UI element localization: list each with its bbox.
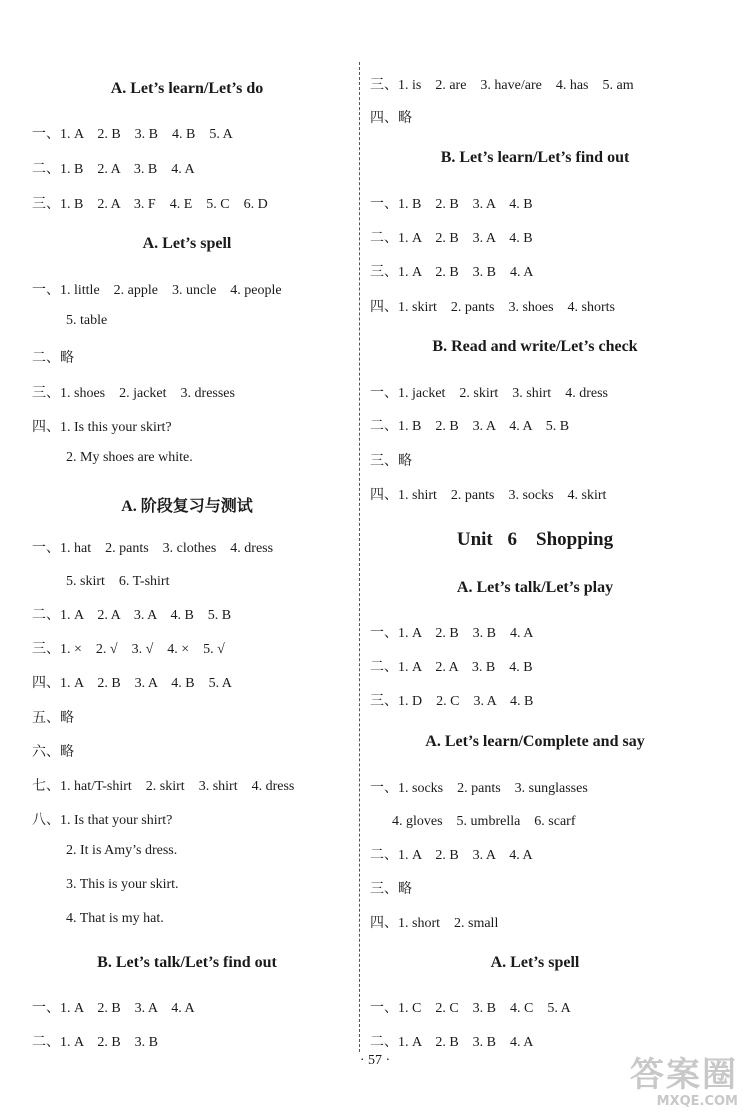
answer-line: 六、略 <box>32 745 74 760</box>
answer-line: 一、1. jacket 2. skirt 3. shirt 4. dress <box>370 386 608 401</box>
answer-line: 一、1. A 2. B 3. A 4. A <box>32 1001 195 1016</box>
answer-line: 四、略 <box>370 111 412 126</box>
answer-line: 三、1. A 2. B 3. B 4. A <box>370 265 534 280</box>
answer-line: 三、1. shoes 2. jacket 3. dresses <box>32 386 235 401</box>
answer-line: 4. gloves 5. umbrella 6. scarf <box>392 814 576 829</box>
watermark-logo <box>602 1047 742 1109</box>
answer-line: 二、1. A 2. B 3. A 4. A <box>370 848 533 863</box>
section-heading: A. Let’s spell <box>490 954 580 971</box>
answer-line: 2. It is Amy’s dress. <box>66 843 178 858</box>
answer-line: 四、1. Is this your skirt? <box>32 420 172 435</box>
answer-line: 一、1. hat 2. pants 3. clothes 4. dress <box>32 541 274 556</box>
section-heading: A. Let’s learn/Complete and say <box>425 733 645 750</box>
answer-line: 二、1. A 2. A 3. B 4. B <box>370 660 533 675</box>
column-divider <box>359 62 360 1052</box>
answer-line: 二、1. A 2. B 3. B <box>32 1035 159 1050</box>
answer-line: 一、1. socks 2. pants 3. sunglasses <box>370 781 588 796</box>
section-heading: A. Let’s learn/Let’s do <box>110 80 264 97</box>
answer-line: 五、略 <box>32 711 74 726</box>
answer-line: 一、1. C 2. C 3. B 4. C 5. A <box>370 1001 571 1016</box>
answer-line: 二、略 <box>32 351 74 366</box>
answer-line: 4. That is my hat. <box>66 911 164 926</box>
section-heading: A. Let’s talk/Let’s play <box>456 579 614 596</box>
answer-line: 三、略 <box>370 454 412 469</box>
section-heading: B. Let’s learn/Let’s find out <box>440 149 630 166</box>
answer-line: 四、1. A 2. B 3. A 4. B 5. A <box>32 676 232 691</box>
answer-line: 5. table <box>66 313 108 328</box>
section-heading: A. Let’s spell <box>142 235 232 252</box>
answer-line: 5. skirt 6. T-shirt <box>66 574 170 589</box>
answer-line: 一、1. A 2. B 3. B 4. B 5. A <box>32 127 233 142</box>
answer-line: 三、1. D 2. C 3. A 4. B <box>370 694 534 709</box>
answer-line: 三、1. is 2. are 3. have/are 4. has 5. am <box>370 78 634 93</box>
answer-line: 二、1. B 2. A 3. B 4. A <box>32 162 195 177</box>
watermark-url: MXQE.COM <box>656 1094 738 1109</box>
answer-line: 二、1. A 2. B 3. B 4. A <box>370 1035 534 1050</box>
section-heading: B. Read and write/Let’s check <box>432 338 638 355</box>
answer-line: 七、1. hat/T-shirt 2. skirt 3. shirt 4. dress <box>32 779 295 794</box>
answer-line: 一、1. B 2. B 3. A 4. B <box>370 197 533 212</box>
answer-line: 二、1. A 2. B 3. A 4. B <box>370 231 533 246</box>
answer-line: 二、1. B 2. B 3. A 4. A 5. B <box>370 419 570 434</box>
unit-title: Unit 6 Shopping <box>456 529 614 550</box>
answer-line: 三、1. × 2. √ 3. √ 4. × 5. √ <box>32 642 225 657</box>
page-number: · 57 · <box>359 1053 391 1068</box>
answer-line: 四、1. skirt 2. pants 3. shoes 4. shorts <box>370 300 615 315</box>
answer-line: 3. This is your skirt. <box>66 877 179 892</box>
answer-line: 四、1. shirt 2. pants 3. socks 4. skirt <box>370 488 607 503</box>
answer-line: 一、1. little 2. apple 3. uncle 4. people <box>32 283 282 298</box>
section-heading: A. 阶段复习与测试 <box>121 498 253 515</box>
answer-line: 二、1. A 2. A 3. A 4. B 5. B <box>32 608 232 623</box>
answer-line: 三、略 <box>370 882 412 897</box>
answer-line: 2. My shoes are white. <box>66 450 193 465</box>
answer-line: 八、1. Is that your shirt? <box>32 813 173 828</box>
answer-line: 四、1. short 2. small <box>370 916 499 931</box>
watermark-text: 答案圈 <box>630 1055 738 1095</box>
section-heading: B. Let’s talk/Let’s find out <box>97 954 277 971</box>
answer-line: 三、1. B 2. A 3. F 4. E 5. C 6. D <box>32 197 268 212</box>
answer-line: 一、1. A 2. B 3. B 4. A <box>370 626 534 641</box>
